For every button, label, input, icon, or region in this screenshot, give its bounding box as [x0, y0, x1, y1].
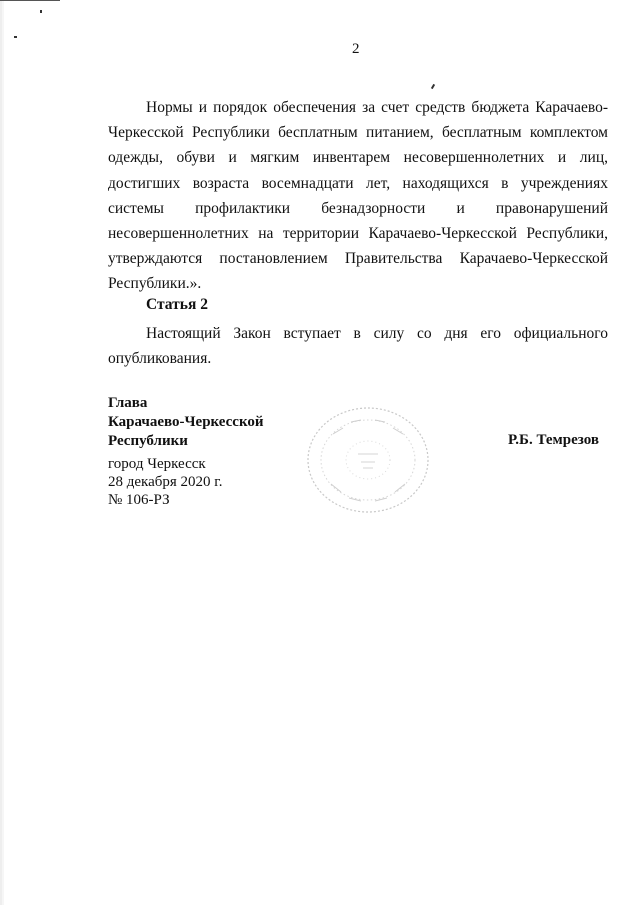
scan-margin-artifact — [0, 0, 6, 905]
article-text: Настоящий Закон вступает в силу со дня его официального опубликования. — [108, 325, 608, 368]
signatory-name: Р.Б. Темрезов — [508, 432, 599, 448]
scan-speck — [0, 0, 60, 1]
issue-city: город Черкесск — [108, 456, 206, 472]
signatory-position-line: Карачаево-Черкесской — [108, 414, 264, 430]
scan-speck — [431, 84, 435, 89]
signatory-position-line: Республики — [108, 433, 188, 449]
page-number: 2 — [352, 41, 360, 57]
issue-number: № 106-РЗ — [108, 492, 170, 508]
issue-details — [108, 455, 223, 509]
scan-speck — [14, 36, 17, 38]
signatory-position-line: Глава — [108, 395, 148, 411]
official-seal-stamp — [303, 404, 433, 516]
article-heading: Статья 2 — [146, 296, 208, 313]
issue-date: 28 декабря 2020 г. — [108, 474, 223, 490]
scan-speck — [40, 10, 42, 13]
signatory-position — [108, 394, 264, 451]
body-paragraph: Нормы и порядок обеспечения за счет средств бюджета Карачаево-Черкесской Республики бесплатным питанием, бесплатным комплектом одежды, обуви и мягким инвентарем несовершеннолетних и лиц, достигших возраста восемнадцати лет, находящихся в учреждениях системы профилактики безнадзорности и правонарушений несовершеннолетних на территории Карачаево-Черкесской Республики, утверждаются постановлением Правительства Карачаево-Черкесской Республики.». — [108, 99, 608, 293]
